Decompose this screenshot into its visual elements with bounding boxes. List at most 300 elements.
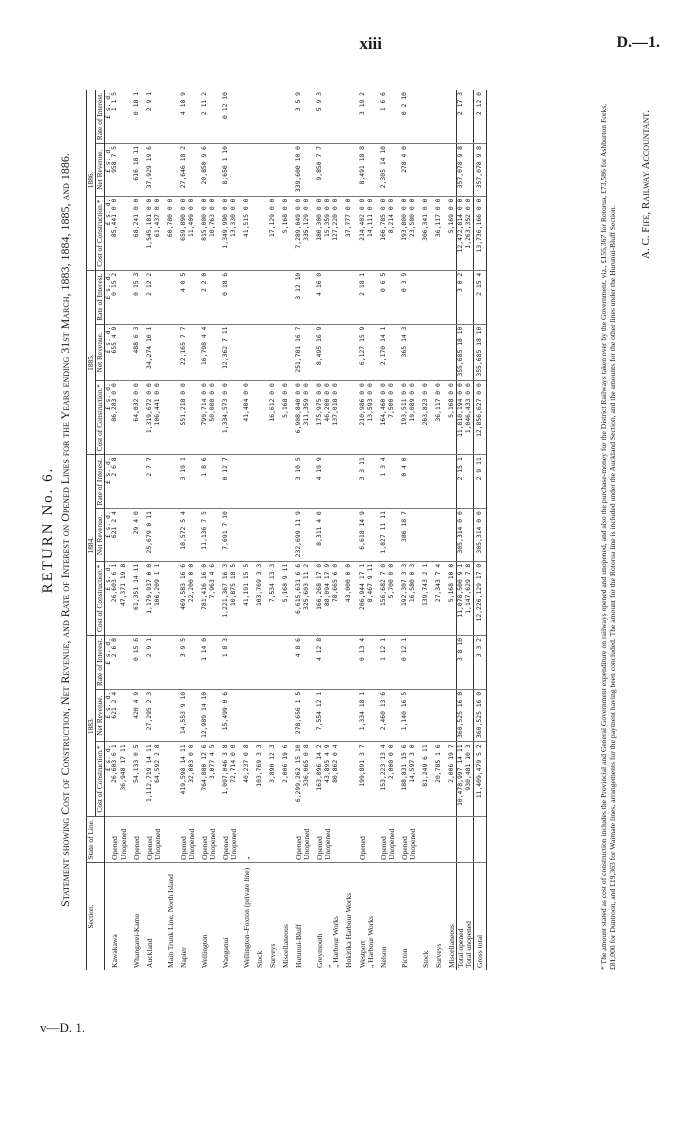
cell-rate (324, 455, 332, 509)
cell-cost: 153,223 13 4 (375, 742, 388, 816)
cell-rate: 4 16 0 (311, 270, 324, 324)
table-row (396, 90, 409, 970)
cell-revenue (238, 324, 251, 381)
cell-rate (277, 90, 290, 143)
header-year-1886: 1886. (87, 90, 96, 270)
cell-state: Opened (111, 816, 119, 862)
cell-revenue: 357,078 9 8 (456, 143, 465, 196)
signature: A. C. Fife, Railway Accountant. (640, 110, 652, 259)
cell-revenue: 365 14 3 (396, 324, 409, 381)
cell-cost: 46,200 0 0 (324, 381, 332, 455)
header-rate: Rate of Interest. (95, 455, 104, 509)
cell-rate: 1 1 5 (110, 92, 119, 112)
cell-revenue (264, 689, 277, 742)
cell-cost (162, 742, 175, 816)
cell-revenue (332, 324, 340, 381)
cell-cost: 166,785 0 0 (375, 196, 388, 270)
cell-cost: 13,330 0 0 (230, 196, 238, 270)
cell-rate (465, 635, 474, 689)
cell-state: Unopened (303, 816, 311, 862)
cell-cost: 2,006 19 7 (443, 742, 457, 816)
header-cost: Cost of Construction.* (95, 742, 104, 816)
cell-rate (409, 270, 417, 324)
cell-rate (465, 270, 474, 324)
cell-cost: 32,003 0 0 (188, 742, 196, 816)
cell-rate (120, 90, 128, 143)
cell-revenue: 621 2 4 (111, 689, 119, 742)
cell-revenue (417, 324, 430, 381)
cell-revenue: 621 2 4 (111, 509, 119, 562)
cell-rate (332, 90, 340, 143)
cell-rate (367, 270, 375, 324)
cell-cost: 68,241 0 0 (128, 196, 141, 270)
cell-revenue: 251,781 16 7 (290, 324, 303, 381)
cell-section: Napier (175, 862, 188, 970)
cell-cost: 16,580 0 3 (409, 561, 417, 635)
cell-rate (209, 270, 217, 324)
cell-revenue: 8,495 16 9 (311, 324, 324, 381)
cell-cost: 188,831 15 6 (396, 742, 409, 816)
units-rate: £ s. d. (104, 270, 111, 324)
cell-section: Surveys (264, 862, 277, 970)
cell-rate (430, 455, 443, 509)
cell-revenue (443, 324, 457, 381)
cell-revenue (324, 324, 332, 381)
cell-cost: 156,682 7 0 (375, 561, 388, 635)
cell-revenue (443, 143, 457, 196)
cell-rate (465, 455, 474, 509)
cell-cost: 37,777 0 0 (340, 196, 353, 270)
cell-rate: 0 4 0 (396, 455, 409, 509)
cell-rate: 0 12 7 (217, 455, 230, 509)
cell-state: Opened (290, 816, 303, 862)
statement-title: Statement showing Cost of Construction, Net Revenue, and Rate of Interest on Opened Lines for the Years ending 31st March, 1883, 1884, 1885, and 1886. (58, 153, 72, 907)
header-revenue: Net Revenue. (95, 509, 104, 562)
cell-rate: 4 19 9 (311, 455, 324, 509)
cell-cost (340, 742, 353, 816)
cell-revenue: 22,165 7 7 (175, 324, 188, 381)
cell-cost: 88,094 17 9 (324, 561, 332, 635)
cell-cost (162, 561, 175, 635)
header-revenue: Net Revenue. (95, 689, 104, 742)
cell-cost: 14,597 3 0 (409, 742, 417, 816)
cell-cost: 10,478,997 14 11 (456, 742, 465, 816)
cell-cost: 106,209 1 1 (154, 561, 162, 635)
cell-rate (367, 635, 375, 689)
cell-revenue (188, 509, 196, 562)
cell-rate (154, 635, 162, 689)
cell-revenue: 11,136 7 5 (196, 509, 209, 562)
cell-rate (340, 635, 353, 689)
cell-rate (209, 90, 217, 143)
header-rate: Rate of Interest. (95, 270, 104, 324)
cell-revenue: 386 18 7 (396, 509, 409, 562)
cell-section: Total unopened (465, 862, 474, 970)
cell-cost: 7,963 4 6 (209, 561, 217, 635)
cell-rate: 4 0 5 (175, 270, 188, 324)
cell-section: Hurunui-Bluff (290, 862, 303, 970)
cell-cost: 64,592 2 8 (154, 742, 162, 816)
cell-revenue: 355,685 18 10 (474, 324, 487, 381)
cell-section: Gross total (474, 862, 487, 970)
cell-state (332, 816, 340, 862)
units-rate: £ s. d. (104, 635, 111, 689)
cell-revenue (388, 324, 396, 381)
cell-cost: 61,437 0 0 (154, 196, 162, 270)
cell-cost: 6,615,631 6 6 (290, 561, 303, 635)
cell-revenue (162, 509, 175, 562)
cell-rate: 2 15 1 (456, 455, 465, 509)
cell-rate (409, 635, 417, 689)
cell-rate: 2 18 1 (354, 270, 367, 324)
cell-rate: 0 18 6 (217, 270, 230, 324)
cell-cost: 175,975 0 0 (311, 381, 324, 455)
header-cost: Cost of Construction.* (95, 196, 104, 270)
cell-revenue (465, 143, 474, 196)
cell-revenue (188, 689, 196, 742)
cell-section (154, 862, 162, 970)
units-money: £ s. d. (104, 324, 111, 381)
cell-rate: 1 12 1 (375, 635, 388, 689)
cell-cost: 3,077 4 5 (209, 742, 217, 816)
cell-revenue (154, 509, 162, 562)
cell-cost: 11,078,500 9 1 (456, 561, 465, 635)
cell-state: Opened (354, 816, 367, 862)
cell-cost: 3,890 12 3 (264, 742, 277, 816)
cell-cost (251, 381, 264, 455)
cell-revenue (367, 509, 375, 562)
cell-revenue (430, 689, 443, 742)
cell-rate (388, 270, 396, 324)
cell-rate (340, 90, 353, 143)
cell-cost: 12,472,814 0 0 (456, 196, 465, 270)
cell-revenue (162, 689, 175, 742)
cell-state: Unopened (230, 816, 238, 862)
cell-rate: 0 15 3 (128, 270, 141, 324)
cell-cost: 43,000 0 0 (340, 561, 353, 635)
cell-cost: 1,112,719 14 11 (141, 742, 154, 816)
cell-revenue: 357,078 9 8 (474, 143, 487, 196)
cell-revenue: 232,699 11 9 (290, 509, 303, 562)
cell-cost: 5,168 0 0 (277, 196, 290, 270)
header-state: State of Line. (87, 816, 105, 862)
cell-rate (367, 90, 375, 143)
cell-cost: 103,769 3 3 (251, 561, 264, 635)
cell-state: Opened (196, 816, 209, 862)
cell-section: „ (324, 862, 332, 970)
cell-rate (264, 455, 277, 509)
cell-revenue: 8,491 18 8 (354, 143, 367, 196)
cell-rate (303, 270, 311, 324)
cell-revenue: 12,362 7 11 (217, 324, 230, 381)
cell-revenue: 27,295 2 3 (141, 689, 154, 742)
return-title: RETURN No. 6. (40, 466, 56, 594)
cell-revenue (154, 689, 162, 742)
cell-rate: 1 8 3 (217, 635, 230, 689)
cell-revenue (303, 324, 311, 381)
cell-rate: 3 5 9 (294, 92, 303, 112)
cell-cost: 164,460 0 0 (375, 381, 388, 455)
cell-rate: 3 3 2 (474, 635, 487, 689)
cell-revenue: 488 6 3 (128, 324, 141, 381)
cell-state: „ (238, 816, 251, 862)
table-row (303, 90, 311, 970)
cell-rate (188, 455, 196, 509)
cell-revenue (340, 143, 353, 196)
cell-revenue (188, 143, 196, 196)
cell-cost: 13,593 0 0 (367, 381, 375, 455)
cell-cost: 5,168 0 0 (443, 381, 457, 455)
cell-revenue (388, 689, 396, 742)
cell-cost: 72,714 0 0 (230, 742, 238, 816)
cell-cost: 5,169 0 0 (443, 196, 457, 270)
cell-rate: 3 0 2 (456, 270, 465, 324)
cell-rate: 4 8 6 (290, 635, 303, 689)
cell-cost: 551,218 0 0 (175, 381, 188, 455)
cell-cost: 86,283 0 0 (111, 381, 119, 455)
cell-cost: 306,341 0 0 (417, 196, 430, 270)
table-row (388, 90, 396, 970)
cell-revenue (340, 689, 353, 742)
cell-revenue (388, 509, 396, 562)
cell-revenue: 20,850 9 6 (196, 143, 209, 196)
cell-revenue (409, 143, 417, 196)
cell-revenue: 29 4 0 (128, 509, 141, 562)
cell-revenue (230, 689, 238, 742)
cell-revenue (332, 509, 340, 562)
cell-revenue: 25,679 0 11 (141, 509, 154, 562)
cell-rate (443, 270, 457, 324)
cell-cost: 26,603 6 1 (111, 742, 119, 816)
cell-cost: 206,944 17 1 (354, 561, 367, 635)
table-row (251, 90, 264, 970)
cell-revenue (188, 324, 196, 381)
cell-rate (238, 455, 251, 509)
cell-revenue (332, 689, 340, 742)
cell-rate (238, 635, 251, 689)
cell-cost (162, 381, 175, 455)
table-row (340, 90, 353, 970)
cell-cost: 311,359 0 0 (303, 381, 311, 455)
cell-revenue: 305,314 0 0 (456, 509, 465, 562)
cell-revenue (367, 324, 375, 381)
header-rate: Rate of Interest. (95, 635, 104, 689)
cell-rate (417, 635, 430, 689)
cell-section: Stock (251, 862, 264, 970)
cell-rate (264, 90, 277, 143)
cell-cost: 263,823 0 0 (417, 381, 430, 455)
cell-cost: 7,534 13 3 (264, 561, 277, 635)
cell-revenue: 9,850 7 7 (311, 143, 324, 196)
cell-state (264, 816, 277, 862)
cell-revenue: 958 7 5 (111, 143, 119, 196)
cell-revenue: 420 4 9 (128, 689, 141, 742)
cell-cost: 7,500 0 0 (388, 381, 396, 455)
table-row (230, 90, 238, 970)
cell-rate (162, 635, 175, 689)
cell-rate: 1 14 0 (196, 635, 209, 689)
table-row (417, 90, 430, 970)
cell-section (188, 862, 196, 970)
cell-revenue: 7,554 12 1 (311, 689, 324, 742)
cell-cost: 47,371 19 8 (120, 561, 128, 635)
page-number: xiii (359, 34, 382, 53)
cell-cost: 17,129 0 0 (264, 196, 277, 270)
header-section: Section. (87, 862, 105, 970)
cell-rate: 2 11 2 (199, 92, 208, 116)
cell-cost: 36,117 0 0 (430, 196, 443, 270)
cell-revenue (340, 509, 353, 562)
cell-section: Nelson (375, 862, 388, 970)
cell-revenue: 34,274 10 1 (141, 324, 154, 381)
cell-revenue (251, 324, 264, 381)
cell-section: Whangarei-Kamo (128, 862, 141, 970)
header-year-1885: 1885. (87, 270, 96, 455)
cell-revenue: 7,691 7 10 (217, 509, 230, 562)
cell-revenue (120, 143, 128, 196)
header-revenue: Net Revenue. (95, 143, 104, 196)
cell-rate: 0 6 5 (375, 270, 388, 324)
cell-rate (388, 90, 396, 143)
cell-section: Stock (417, 862, 430, 970)
cell-rate (230, 270, 238, 324)
cell-rate: 2 2 0 (196, 270, 209, 324)
cell-revenue (209, 689, 217, 742)
cell-state: Unopened (324, 816, 332, 862)
cell-rate (230, 90, 238, 143)
cell-rate (264, 270, 277, 324)
cell-revenue (277, 324, 290, 381)
cell-cost: 930,481 10 3 (465, 742, 474, 816)
cell-cost: 1,046,433 0 0 (465, 381, 474, 455)
cell-revenue: 278,656 1 5 (290, 689, 303, 742)
units-rate: £ s. d. (103, 92, 112, 119)
cell-cost: 26,603 6 1 (111, 561, 119, 635)
cell-rate (162, 90, 175, 143)
cell-cost: 193,800 0 0 (396, 196, 409, 270)
cell-cost (230, 381, 238, 455)
table-row (141, 90, 154, 970)
cell-revenue (417, 509, 430, 562)
cell-cost: 419,598 14 11 (175, 742, 188, 816)
table-row (188, 90, 196, 970)
cell-cost (367, 742, 375, 816)
cell-cost: 5,168 0 0 (277, 381, 290, 455)
cell-rate (417, 270, 430, 324)
cell-rate: 3 10 5 (290, 455, 303, 509)
cell-rate (443, 455, 457, 509)
cell-cost: 659,890 0 0 (175, 196, 188, 270)
cell-revenue (430, 143, 443, 196)
header-cost: Cost of Construction.* (95, 381, 104, 455)
cell-section: Miscellaneous (277, 862, 290, 970)
table-row (154, 90, 162, 970)
cell-revenue (209, 324, 217, 381)
cell-cost: 6,299,262 15 10 (290, 742, 303, 816)
cell-cost: 193,511 0 0 (396, 381, 409, 455)
cell-revenue (367, 143, 375, 196)
cell-cost: 8,467 9 11 (367, 561, 375, 635)
cell-cost (120, 196, 128, 270)
cell-revenue (154, 324, 162, 381)
cell-cost: 14,111 0 0 (367, 196, 375, 270)
cell-revenue (238, 509, 251, 562)
cell-cost: 11,409,479 5 2 (474, 742, 487, 816)
header-cost: Cost of Construction.* (95, 561, 104, 635)
cell-revenue (251, 143, 264, 196)
cell-cost: 764,880 12 6 (196, 742, 209, 816)
cell-state (443, 816, 457, 862)
table-row (196, 90, 209, 970)
cell-cost: 210,986 0 0 (354, 381, 367, 455)
cell-rate: 2 6 8 (111, 635, 119, 689)
cell-revenue: 6,127 15 9 (354, 324, 367, 381)
cell-state (277, 816, 290, 862)
cell-revenue (388, 143, 396, 196)
cell-section: „ Harbour Works (367, 862, 375, 970)
cell-cost: 137,018 0 0 (332, 381, 340, 455)
cell-section: Hokitika Harbour Works (340, 862, 353, 970)
table-row (162, 90, 175, 970)
cell-cost: 13,736,166 0 0 (474, 196, 487, 270)
cell-cost: 2,006 19 6 (277, 742, 290, 816)
cell-revenue (465, 689, 474, 742)
cell-rate: 0 12 10 (220, 92, 229, 119)
cell-revenue: 37,929 19 6 (141, 143, 154, 196)
cell-revenue (277, 689, 290, 742)
cell-revenue (465, 324, 474, 381)
cell-rate (188, 270, 196, 324)
cell-revenue (264, 509, 277, 562)
cell-cost: 11,409 0 0 (188, 196, 196, 270)
units-money: £ s. d. (104, 143, 111, 196)
cell-revenue (332, 143, 340, 196)
cell-rate: 3 8 10 (456, 635, 465, 689)
cell-cost: 6,908,840 0 0 (290, 381, 303, 455)
cell-cost (188, 381, 196, 455)
cell-state (430, 816, 443, 862)
cell-rate: 0 3 9 (396, 270, 409, 324)
cell-rate (251, 455, 264, 509)
cell-cost: 80,862 0 4 (332, 742, 340, 816)
cell-revenue: 1,140 16 5 (396, 689, 409, 742)
cell-cost: 60,780 0 0 (162, 196, 175, 270)
cell-cost: 163,096 14 2 (311, 742, 324, 816)
statement-table-wrapper (86, 90, 487, 970)
cell-cost: 16,612 0 0 (264, 381, 277, 455)
cell-cost: 139,743 2 1 (417, 561, 430, 635)
table-row (430, 90, 443, 970)
cell-rate: 1 3 4 (375, 455, 388, 509)
cell-cost: 180,300 0 0 (311, 196, 324, 270)
cell-state: Opened (311, 816, 324, 862)
cell-rate (154, 270, 162, 324)
cell-section (388, 862, 396, 970)
header-revenue: Net Revenue. (95, 324, 104, 381)
cell-revenue: 616 18 11 (128, 143, 141, 196)
cell-rate: 3 3 11 (354, 455, 367, 509)
cell-rate (443, 90, 457, 143)
cell-cost: 10,763 0 0 (209, 196, 217, 270)
cell-rate: 2 6 8 (111, 455, 119, 509)
cell-revenue (324, 689, 332, 742)
cell-state: Opened (217, 816, 230, 862)
cell-rate (332, 270, 340, 324)
total-row (465, 90, 474, 970)
cell-rate (188, 90, 196, 143)
cell-revenue (264, 143, 277, 196)
cell-state: Unopened (388, 816, 396, 862)
